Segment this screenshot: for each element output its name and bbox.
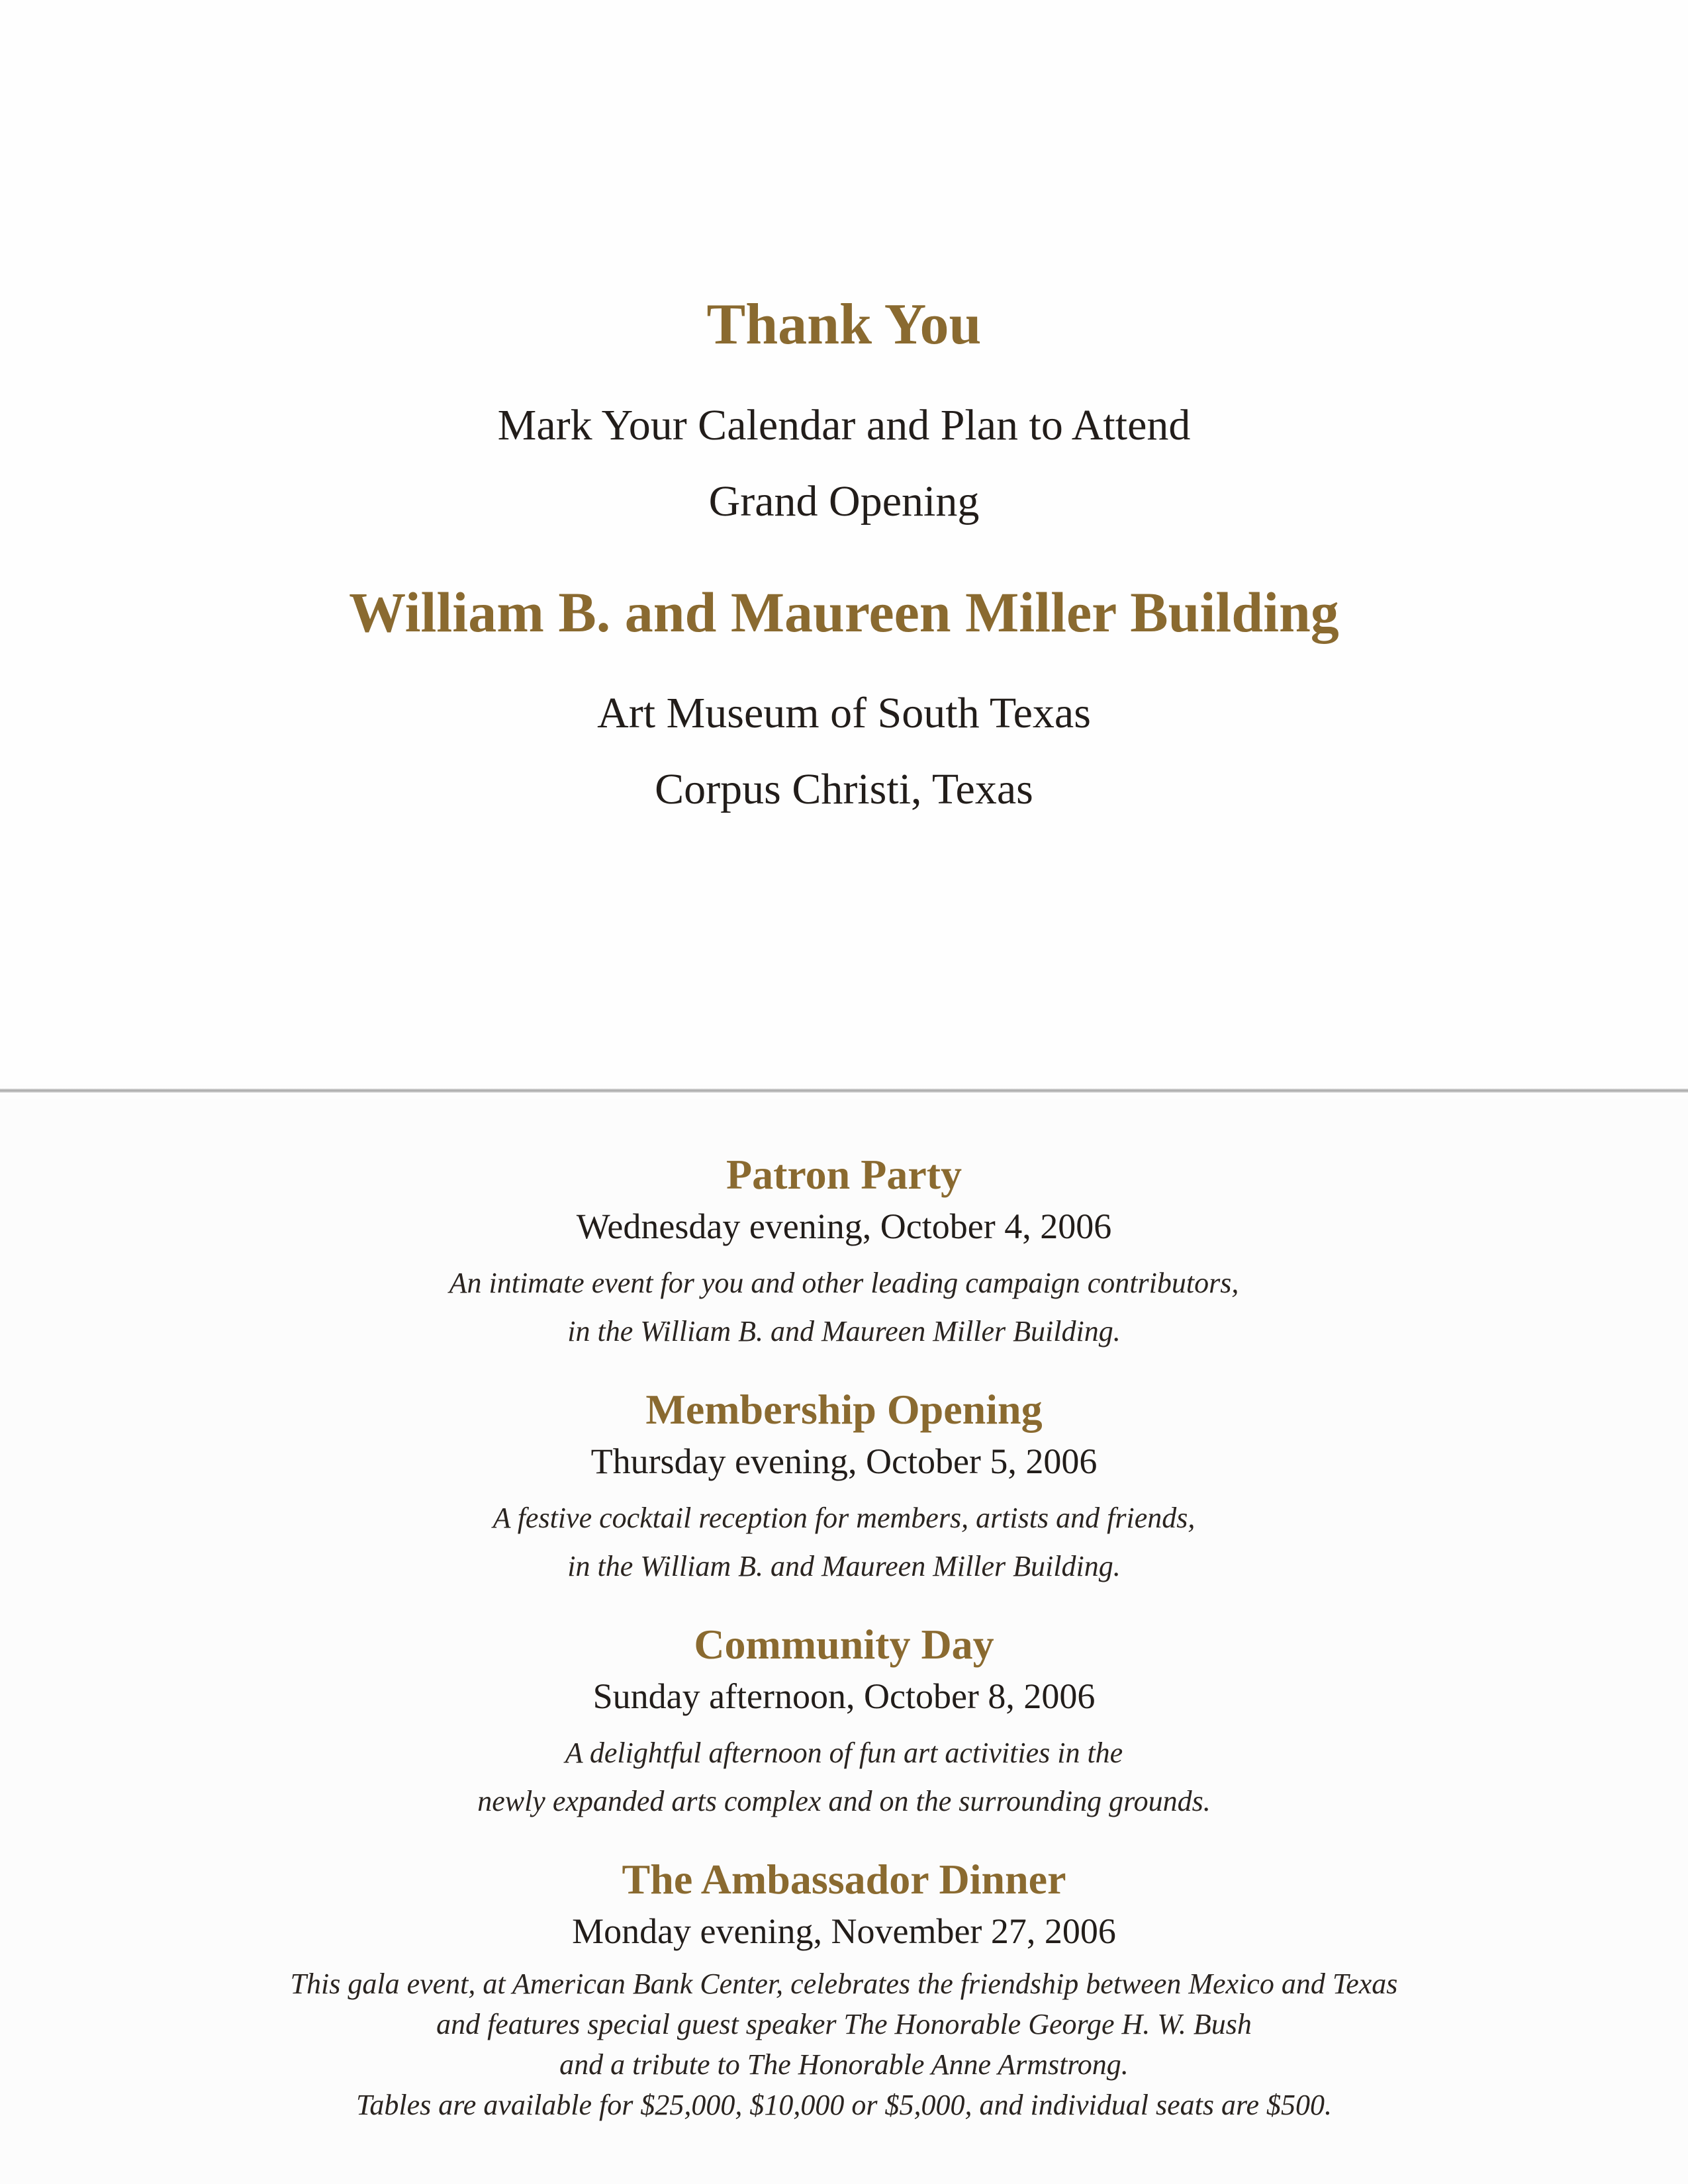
event-description xyxy=(0,1494,1688,1590)
event-description xyxy=(0,1964,1688,2125)
event-description-line: and features special guest speaker The Honorable George H. W. Bush xyxy=(436,2008,1252,2040)
city-name: Corpus Christi, Texas xyxy=(655,765,1033,813)
event-title: Community Day xyxy=(694,1621,994,1668)
event-description xyxy=(0,1259,1688,1355)
event-date: Wednesday evening, October 4, 2006 xyxy=(576,1206,1112,1246)
event-title: Membership Opening xyxy=(645,1386,1043,1433)
building-title: William B. and Maureen Miller Building xyxy=(349,580,1339,644)
museum-name: Art Museum of South Texas xyxy=(597,689,1091,737)
event-date: Sunday afternoon, October 8, 2006 xyxy=(592,1676,1096,1716)
event-date: Monday evening, November 27, 2006 xyxy=(572,1911,1116,1951)
grand-opening-line: Grand Opening xyxy=(708,477,980,525)
fold-line xyxy=(0,1089,1688,1093)
event-description-line: and a tribute to The Honorable Anne Armstrong. xyxy=(559,2048,1129,2081)
event-title: The Ambassador Dinner xyxy=(622,1856,1066,1903)
event-date: Thursday evening, October 5, 2006 xyxy=(590,1441,1098,1481)
event-title: Patron Party xyxy=(726,1151,962,1198)
event-description-line: A festive cocktail reception for members, artists and friends, xyxy=(492,1502,1196,1534)
event-description-line: newly expanded arts complex and on the surrounding grounds. xyxy=(477,1785,1211,1817)
event-description-line: in the William B. and Maureen Miller Building. xyxy=(567,1315,1121,1347)
mark-calendar-line: Mark Your Calendar and Plan to Attend xyxy=(497,401,1191,449)
event-description xyxy=(0,1729,1688,1825)
event-description-line: This gala event, at American Bank Center, celebrates the friendship between Mexico and Texas xyxy=(290,1968,1398,2000)
event-description-line: in the William B. and Maureen Miller Building. xyxy=(567,1550,1121,1582)
event-description-line: Tables are available for $25,000, $10,000 or $5,000, and individual seats are $500. xyxy=(356,2089,1332,2121)
event-description-line: A delightful afternoon of fun art activities in the xyxy=(565,1737,1123,1769)
event-description-line: An intimate event for you and other leading campaign contributors, xyxy=(449,1267,1239,1299)
thank-you-heading: Thank You xyxy=(706,293,982,357)
top-panel xyxy=(0,0,1688,1085)
